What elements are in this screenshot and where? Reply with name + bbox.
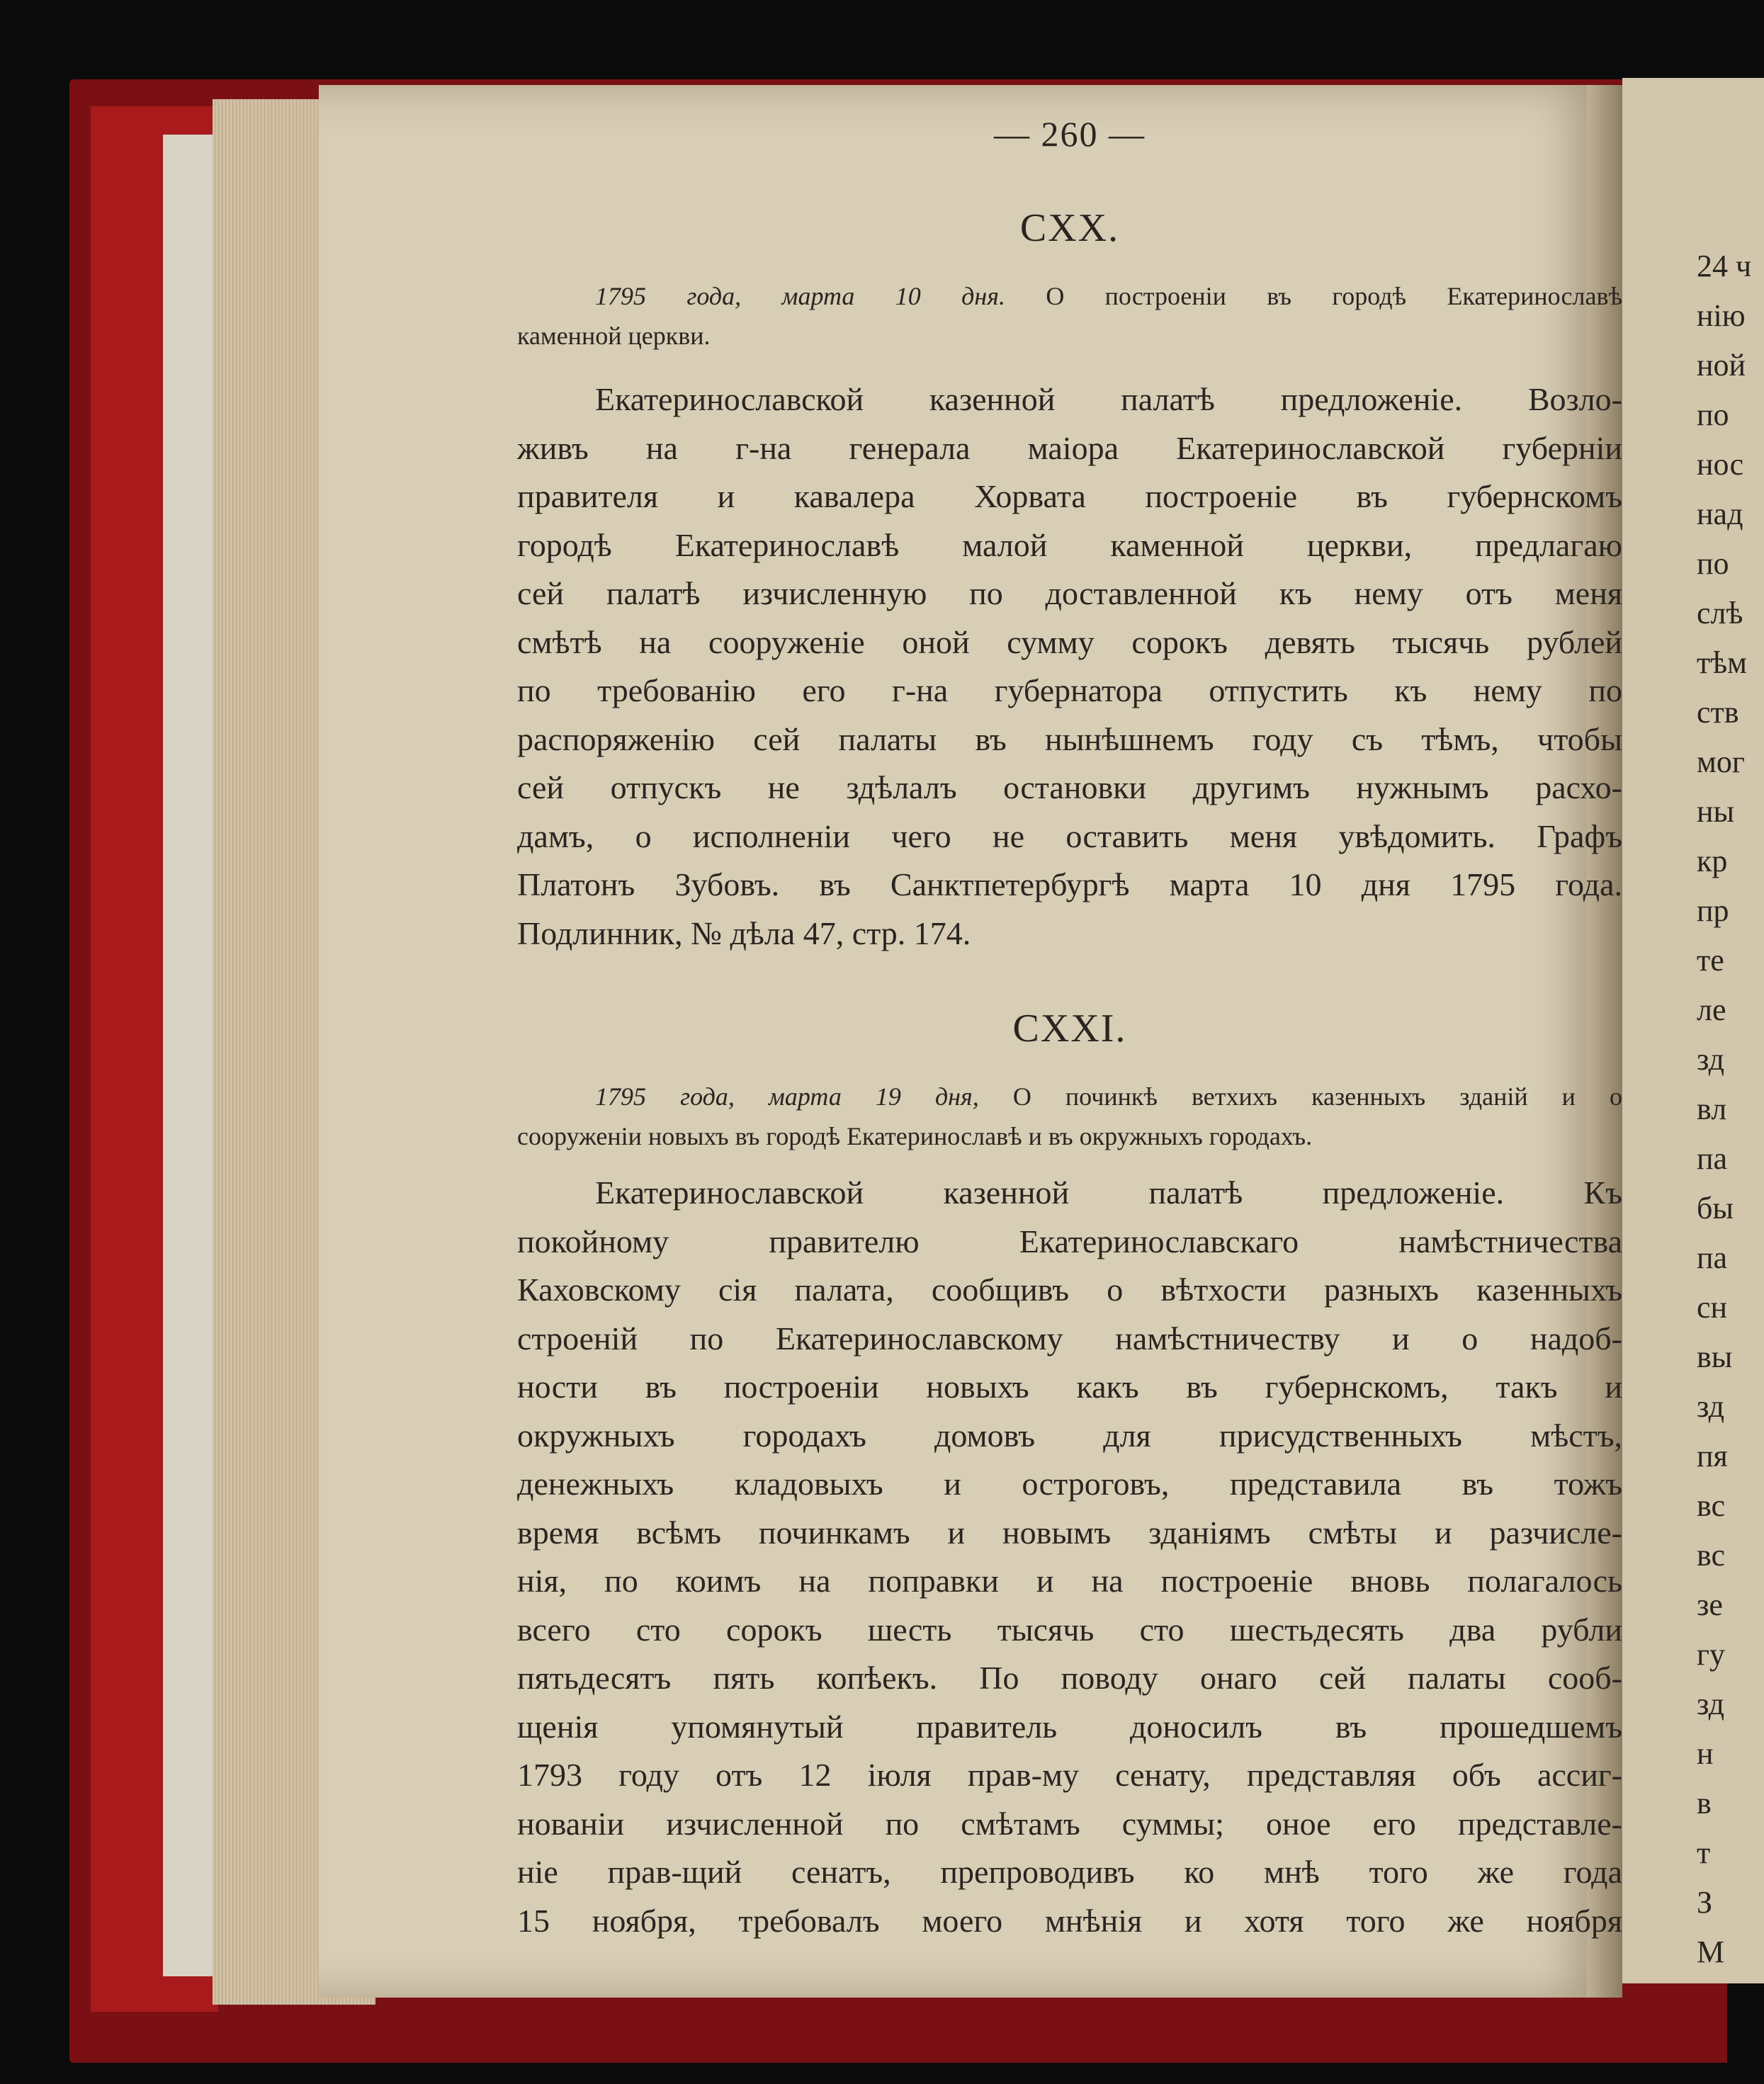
right-page-fragment: по <box>1697 546 1729 581</box>
right-page-fragment: т <box>1697 1835 1711 1870</box>
right-page-fragment: в <box>1697 1786 1712 1820</box>
summary-text: О построеніи въ городѣ Екатеринославѣ <box>1046 282 1622 310</box>
right-page-fragment: ств <box>1697 695 1739 730</box>
right-page-fragment: пр <box>1697 893 1729 928</box>
right-page-fragment: па <box>1697 1240 1728 1275</box>
text-line: правителя и кавалера Хорвата построеніе въ губернскомъ <box>517 478 1622 514</box>
text-line: Екатеринославской казенной палатѣ предложеніе. Къ <box>595 1174 1622 1211</box>
text-line: Каховскому сія палата, сообщивъ о вѣтхости разныхъ казенныхъ <box>517 1272 1622 1308</box>
text-line: смѣтѣ на сооруженіе оной сумму сорокъ девять тысячь рублей <box>517 623 1622 660</box>
text-line: всего сто сорокъ шесть тысячь сто шестьдесять два рубли <box>517 1611 1622 1648</box>
right-page-fragment: па <box>1697 1141 1728 1176</box>
text-line: покойному правителю Екатеринославскаго намѣстничества <box>517 1223 1622 1259</box>
right-page-fragment: вс <box>1697 1488 1726 1523</box>
text-line: окружныхъ городахъ домовъ для присудственныхъ мѣстъ, <box>517 1417 1622 1454</box>
right-page-fragment: пя <box>1697 1439 1728 1473</box>
text-line: щенія упомянутый правитель доносилъ въ прошедшемъ <box>517 1708 1622 1745</box>
summary-line <box>517 1077 1622 1116</box>
summary-line: сооруженіи новыхъ въ городѣ Екатеринославѣ и въ окружныхъ городахъ. <box>517 1122 1313 1150</box>
text-line: Платонъ Зубовъ. въ Санктпетербургѣ марта 10 дня 1795 года. <box>517 866 1622 902</box>
right-page-fragment: зд <box>1697 1389 1724 1424</box>
right-page-fragment: ле <box>1697 992 1726 1027</box>
text-line: Екатеринославской казенной палатѣ предложеніе. Возло- <box>595 381 1622 417</box>
section-heading: CXXI. <box>1012 1007 1127 1051</box>
text-line: сей отпускъ не здѣлалъ остановки другимъ нужнымъ расхо- <box>517 769 1622 805</box>
right-page-fragment: нію <box>1697 298 1746 333</box>
text-line: 1793 году отъ 12 іюля прав-му сенату, представляя объ ассиг- <box>517 1757 1622 1793</box>
text-line: 15 ноября, требовалъ моего мнѣнія и хотя того же ноября <box>517 1902 1622 1939</box>
right-page-fragment: ной <box>1697 348 1746 383</box>
summary-line <box>517 276 1622 316</box>
text-line: время всѣмъ починкамъ и новымъ зданіямъ смѣты и разчисле- <box>517 1514 1622 1551</box>
section-heading: CXX. <box>1019 206 1120 250</box>
text-line: сей палатѣ изчисленную по доставленной къ нему отъ меня <box>517 575 1622 611</box>
text-line: городѣ Екатеринославѣ малой каменной церкви, предлагаю <box>517 526 1622 563</box>
section-body <box>517 375 1622 958</box>
right-page-fragment: н <box>1697 1736 1714 1771</box>
text-line: ности въ построеніи новыхъ какъ въ губернскомъ, такъ и <box>517 1369 1622 1405</box>
right-page-fragment: сн <box>1697 1290 1728 1325</box>
text-line: дамъ, о исполненіи чего не оставить меня увѣдомить. Графъ <box>517 817 1622 854</box>
right-page-fragment: те <box>1697 943 1724 978</box>
right-page-fragment: вл <box>1697 1092 1727 1126</box>
right-page-fragment: М <box>1697 1935 1725 1969</box>
right-page-fragment: З <box>1697 1885 1713 1920</box>
summary-text: О починкѣ ветхихъ казенныхъ зданій и о <box>1012 1082 1623 1111</box>
page-number: — 260 — <box>994 114 1146 154</box>
right-page-fragment: по <box>1697 397 1729 432</box>
summary-date: 1795 года, марта 19 дня, <box>595 1082 979 1111</box>
summary-line: каменной церкви. <box>517 322 711 350</box>
text-line: Подлинник, № дѣла 47, стр. 174. <box>517 914 971 951</box>
right-page-fragment: бы <box>1697 1191 1734 1225</box>
section-body <box>517 1169 1622 1945</box>
right-page-fragment: кр <box>1697 844 1728 878</box>
section-summary <box>517 276 1622 356</box>
text-line: распоряженію сей палаты въ нынѣшнемъ году съ тѣмъ, чтобы <box>517 720 1622 757</box>
text-line: ніе прав-щий сенатъ, препроводивъ ко мнѣ того же года <box>517 1854 1622 1890</box>
right-page-fragment: мог <box>1697 744 1745 779</box>
right-page-fragment: гу <box>1697 1637 1726 1672</box>
text-line: нія, по коимъ на поправки и на построеніе вновь полагалось <box>517 1563 1622 1599</box>
summary-date: 1795 года, марта 10 дня. <box>595 282 1005 310</box>
right-page-fragment: над <box>1697 497 1743 531</box>
right-page-fragment: зд <box>1697 1687 1724 1721</box>
right-page-fragment: ны <box>1697 794 1735 829</box>
right-page-fragment: вс <box>1697 1538 1726 1573</box>
text-line: пятьдесятъ пять копѣекъ. По поводу онаго сей палаты сооб- <box>517 1660 1622 1696</box>
text-line: живъ на г-на генерала маіора Екатеринославской губерніи <box>517 429 1622 466</box>
flyleaf <box>163 135 213 1976</box>
text-line: денежныхъ кладовыхъ и остроговъ, представила въ тожъ <box>517 1466 1622 1502</box>
right-page-fragment: нос <box>1697 447 1744 482</box>
text-line: строеній по Екатеринославскому намѣстничеству и о надоб- <box>517 1320 1622 1357</box>
text-line: нованіи изчисленной по смѣтамъ суммы; оное его представле- <box>517 1805 1622 1842</box>
right-page-fragment: 24 ч <box>1697 249 1752 283</box>
right-page-fragment: зд <box>1697 1042 1724 1077</box>
right-page-fragment: зе <box>1697 1587 1723 1622</box>
section-summary <box>517 1077 1622 1156</box>
right-page-fragment: слѣ <box>1697 596 1743 630</box>
right-page-fragment: вы <box>1697 1340 1733 1374</box>
text-line: по требованію его г-на губернатора отпустить къ нему по <box>517 672 1622 708</box>
right-page-fragment: тѣм <box>1697 645 1747 680</box>
